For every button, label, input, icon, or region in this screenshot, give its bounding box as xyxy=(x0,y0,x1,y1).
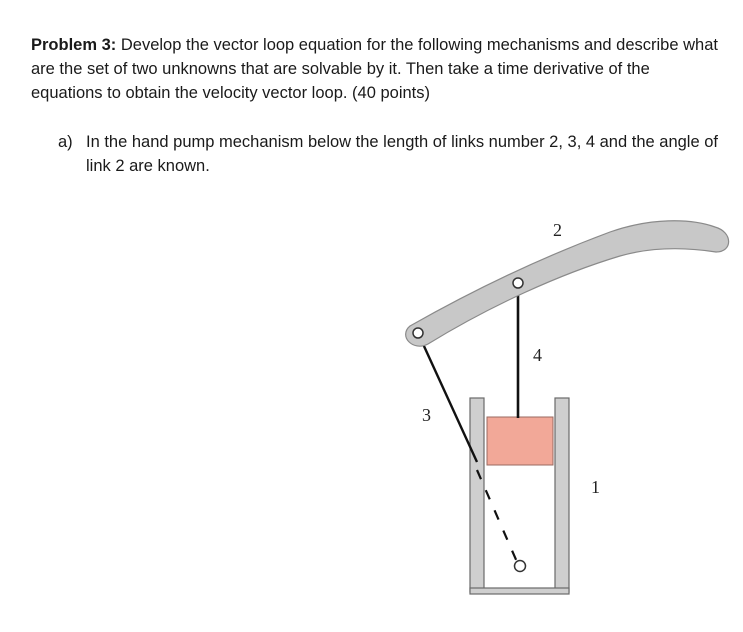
handle-link-2 xyxy=(406,221,729,346)
problem-label: Problem 3: xyxy=(31,36,117,54)
part-a-text: In the hand pump mechanism below the length of links number 2, 3, 4 and the angle of link 2 are known. xyxy=(86,133,718,175)
piston xyxy=(487,417,553,465)
cylinder-left-wall xyxy=(470,398,484,592)
pin-joint-handle-link3 xyxy=(413,328,423,338)
problem-text: Develop the vector loop equation for the following mechanisms and describe what are the set of two unknowns that are solvable by it. Then take a time derivative of the equations to obtain the velocity vector loop. (40 points) xyxy=(31,36,718,102)
ground-pivot xyxy=(515,561,526,572)
pin-joint-handle-link4 xyxy=(513,278,523,288)
cylinder-right-wall xyxy=(555,398,569,592)
link-3 xyxy=(418,333,477,462)
label-link-1: 1 xyxy=(591,477,600,497)
label-link-4: 4 xyxy=(533,345,542,365)
label-link-2: 2 xyxy=(553,220,562,240)
label-link-3: 3 xyxy=(422,405,431,425)
cylinder-bottom xyxy=(470,588,569,594)
part-a-marker: a) xyxy=(58,133,73,151)
